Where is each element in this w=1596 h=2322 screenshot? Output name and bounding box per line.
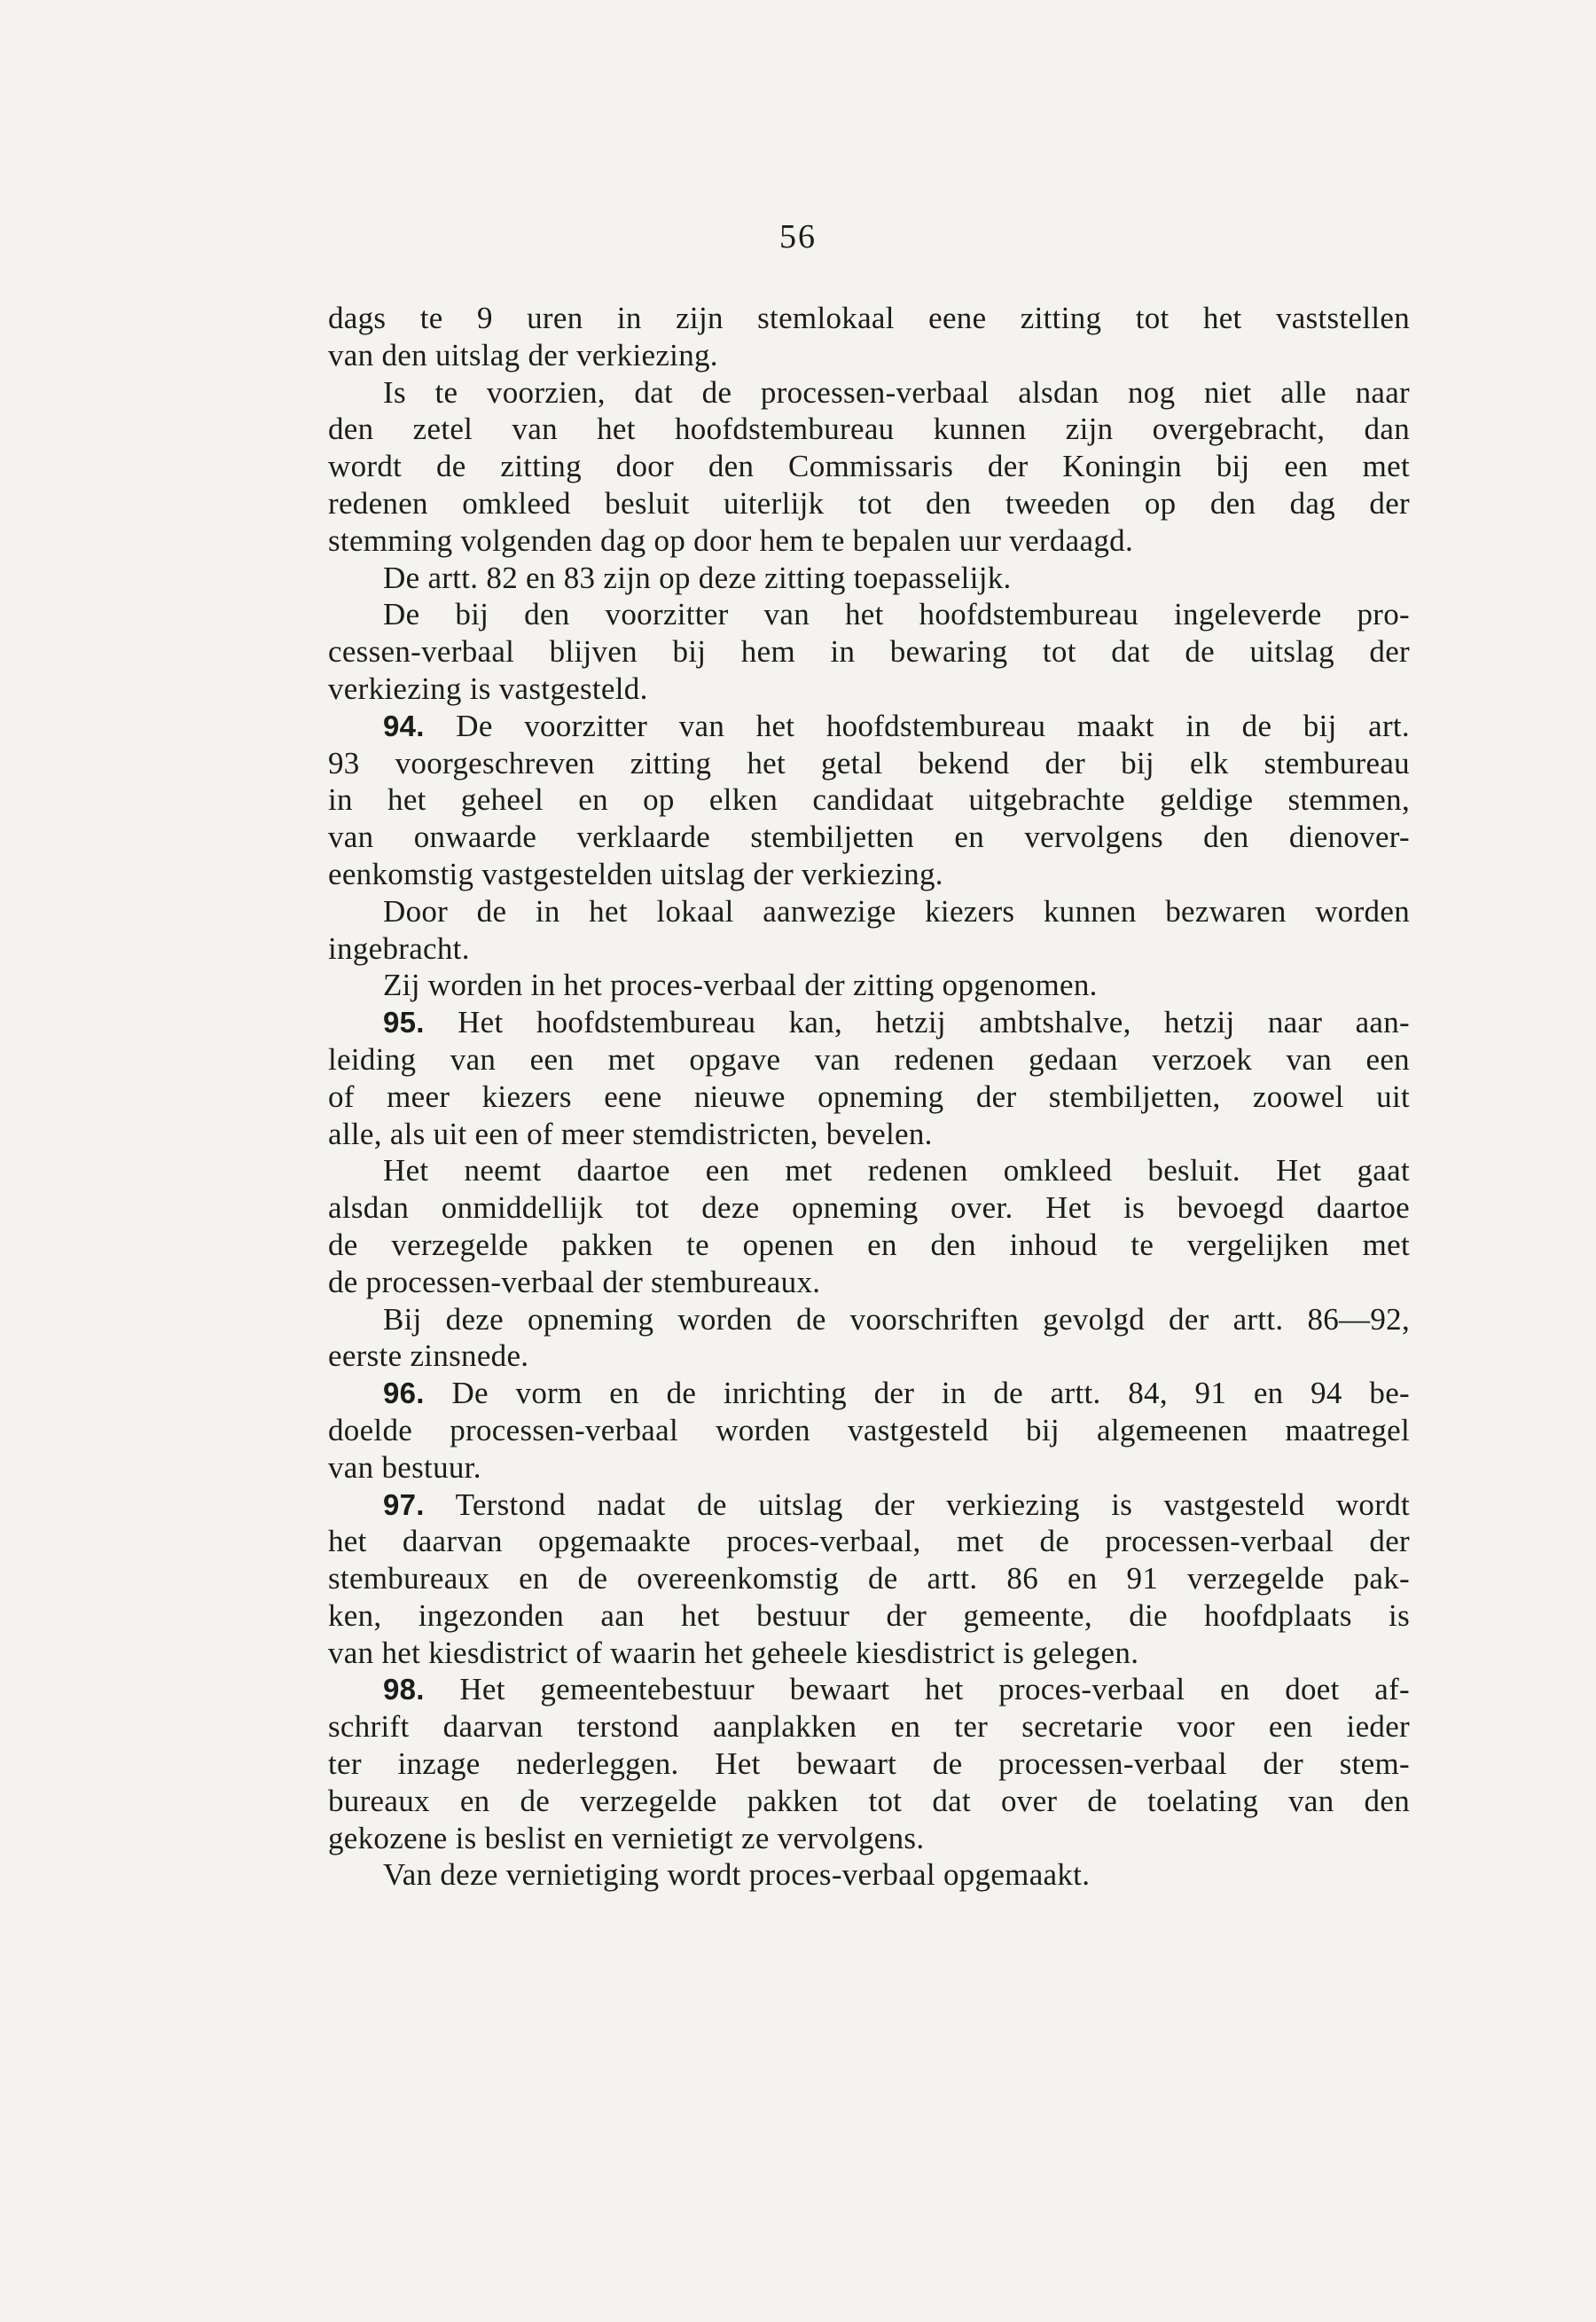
article-number: 98. (383, 1673, 425, 1706)
line-text: van bestuur. (328, 1449, 481, 1485)
text-line (328, 819, 1410, 856)
line-text: van het kiesdistrict of waarin het geheele kiesdistrict is gelegen. (328, 1635, 1139, 1670)
line-text: 93 voorgeschreven zitting het getal bekend der bij elk stembureau (328, 745, 1410, 781)
line-text: eenkomstig vastgestelden uitslag der verkiezing. (328, 856, 943, 891)
line-text: eerste zinsnede. (328, 1338, 529, 1374)
article-line (328, 708, 1410, 745)
text-line (328, 893, 1410, 930)
text-line (328, 1783, 1410, 1820)
text-line (328, 300, 1410, 337)
line-text: in het geheel en op elken candidaat uitgebrachte geldige stemmen, (328, 782, 1410, 818)
text-line (328, 522, 1410, 560)
text-line (328, 1597, 1410, 1635)
line-text: bureaux en de verzegelde pakken tot dat over de toelating van den (328, 1783, 1410, 1818)
line-text: Het hoofdstembureau kan, hetzij ambtshalve, hetzij naar aan- (458, 1005, 1410, 1040)
line-text: ingebracht. (328, 930, 470, 966)
text-line (328, 374, 1410, 412)
line-text: het daarvan opgemaakte proces-verbaal, met de processen-verbaal der (328, 1524, 1410, 1559)
text-line (328, 856, 1410, 893)
text-line (328, 1041, 1410, 1079)
line-text: Terstond nadat de uitslag der verkiezing is vastgesteld wordt (455, 1487, 1411, 1522)
line-text: Bij deze opneming worden de voorschriften gevolgd der artt. 86—92, (383, 1301, 1410, 1337)
text-line (328, 1412, 1410, 1449)
article-number: 95. (383, 1006, 425, 1039)
text-line (328, 448, 1410, 485)
line-text: stembureaux en de overeenkomstig de artt. 86 en 91 verzegelde pak- (328, 1561, 1410, 1596)
text-line (328, 1523, 1410, 1560)
line-text: De vorm en de inrichting der in de artt. 84, 91 en 94 be- (451, 1376, 1410, 1411)
line-text: Van deze vernietiging wordt proces-verbaal opgemaakt. (383, 1857, 1091, 1893)
text-line (328, 1820, 1410, 1857)
line-text: stemming volgenden dag op door hem te bepalen uur verdaagd. (328, 522, 1133, 558)
line-text: van den uitslag der verkiezing. (328, 337, 718, 373)
text-line (328, 1708, 1410, 1745)
line-text: De voorzitter van het hoofdstembureau maakt in de bij art. (456, 708, 1410, 743)
article-number: 97. (383, 1487, 425, 1521)
article-line (328, 1671, 1410, 1708)
line-text: cessen-verbaal blijven bij hem in bewaring tot dat de uitslag der (328, 634, 1410, 670)
line-text: van onwaarde verklaarde stembiljetten en vervolgens den dienover- (328, 820, 1410, 855)
line-text: De artt. 82 en 83 zijn op deze zitting toepasselijk. (383, 560, 1012, 595)
text-line (328, 1116, 1410, 1153)
article-line (328, 1487, 1410, 1524)
text-line (328, 930, 1410, 968)
line-text: Het gemeentebestuur bewaart het proces-verbaal en doet af- (459, 1672, 1410, 1707)
line-text: dags te 9 uren in zijn stemlokaal eene zitting tot het vaststellen (328, 301, 1410, 335)
line-text: gekozene is beslist en vernietigt ze vervolgens. (328, 1820, 925, 1855)
line-text: verkiezing is vastgesteld. (328, 671, 648, 706)
text-line (328, 1449, 1410, 1487)
line-text: Door de in het lokaal aanwezige kiezers kunnen bezwaren worden (383, 893, 1410, 929)
line-text: leiding van een met opgave van redenen gedaan verzoek van een (328, 1041, 1410, 1077)
line-text: redenen omkleed besluit uiterlijk tot den tweeden op den dag der (328, 485, 1410, 521)
line-text: schrift daarvan terstond aanplakken en ter secretarie voor een ieder (328, 1709, 1410, 1745)
article-number: 96. (383, 1377, 425, 1410)
text-line (328, 1301, 1410, 1338)
text-line (328, 671, 1410, 708)
text-line (328, 1560, 1410, 1597)
text-line (328, 596, 1410, 633)
text-line (328, 745, 1410, 782)
line-text: alsdan onmiddellijk tot deze opneming over. Het is bevoegd daartoe (328, 1190, 1410, 1226)
article-number: 94. (383, 709, 425, 742)
text-line (328, 633, 1410, 671)
line-text: wordt de zitting door den Commissaris der Koningin bij een met (328, 449, 1410, 484)
text-line (328, 337, 1410, 374)
text-line (328, 967, 1410, 1004)
line-text: De bij den voorzitter van het hoofdstembureau ingeleverde pro- (383, 597, 1410, 632)
page-number: 56 (779, 218, 817, 255)
text-line (328, 1227, 1410, 1264)
text-line (328, 1152, 1410, 1189)
text-line (328, 411, 1410, 448)
text-line (328, 1856, 1410, 1894)
text-line (328, 485, 1410, 522)
text-line (328, 781, 1410, 819)
line-text: of meer kiezers eene nieuwe opneming der stembiljetten, zoowel uit (328, 1079, 1410, 1114)
body-text (328, 300, 1410, 1894)
text-line (328, 1338, 1410, 1375)
line-text: den zetel van het hoofdstembureau kunnen zijn overgebracht, dan (328, 412, 1410, 447)
line-text: Zij worden in het proces-verbaal der zitting opgenomen. (383, 968, 1098, 1003)
text-line (328, 1635, 1410, 1672)
line-text: ken, ingezonden aan het bestuur der gemeente, die hoofdplaats is (328, 1597, 1410, 1633)
line-text: de verzegelde pakken te openen en den inhoud te vergelijken met (328, 1227, 1410, 1262)
article-line (328, 1375, 1410, 1412)
line-text: ter inzage nederleggen. Het bewaart de processen-verbaal der stem- (328, 1746, 1410, 1782)
text-line (328, 1079, 1410, 1116)
line-text: Het neemt daartoe een met redenen omkleed besluit. Het gaat (383, 1153, 1410, 1188)
line-text: de processen-verbaal der stembureaux. (328, 1264, 821, 1299)
line-text: Is te voorzien, dat de processen-verbaal alsdan nog niet alle naar (383, 374, 1410, 410)
text-line (328, 560, 1410, 597)
text-line (328, 1189, 1410, 1227)
line-text: alle, als uit een of meer stemdistricten, bevelen. (328, 1116, 933, 1151)
text-line (328, 1745, 1410, 1783)
text-line (328, 1264, 1410, 1301)
line-text: doelde processen-verbaal worden vastgesteld bij algemeenen maatregel (328, 1412, 1410, 1447)
article-line (328, 1004, 1410, 1041)
